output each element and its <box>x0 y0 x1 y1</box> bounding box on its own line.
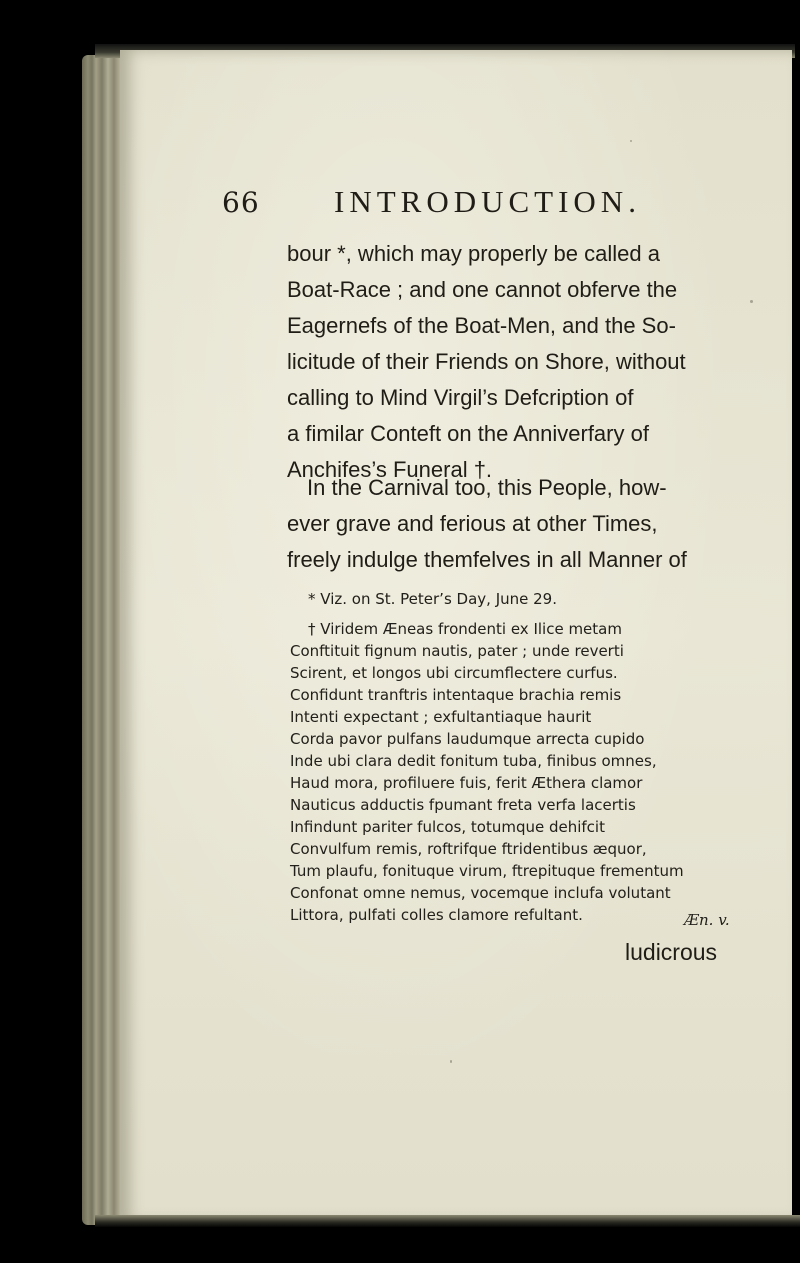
footnote-line: † Viridem Æneas frondenti ex Ilice metam <box>308 620 622 638</box>
footnote-line: Convulfum remis, roftrifque ftridentibus æquor, <box>290 840 647 858</box>
text-line: a fimilar Conteft on the Anniverfary of <box>287 421 649 446</box>
footnote-line: Corda pavor pulfans laudumque arrecta cupido <box>290 730 645 748</box>
text-line: bour *, which may properly be called a <box>287 241 660 266</box>
footnote-line: Confidunt tranftris intentaque brachia remis <box>290 686 622 704</box>
footnote-line: * Viz. on St. Peter’s Day, June 29. <box>308 590 557 608</box>
footnote-line: Confonat omne nemus, vocemque inclufa volutant <box>290 884 671 902</box>
footnote-star <box>290 588 750 610</box>
text-line: calling to Mind Virgil’s Defcription of <box>287 385 634 410</box>
paragraph-2 <box>287 470 767 578</box>
running-head-title: INTRODUCTION. <box>334 184 641 219</box>
footnote-line: Scirent, et longos ubi circumflectere curfus. <box>290 664 618 682</box>
paper-speck <box>450 1060 452 1063</box>
footnote-line: Nauticus adductis fpumant freta verfa lacertis <box>290 796 636 814</box>
text-line: In the Carnival too, this People, how- <box>307 475 667 500</box>
paragraph-1 <box>287 236 747 488</box>
text-line: Boat-Race ; and one cannot obferve the <box>287 277 678 302</box>
paper-speck <box>630 140 632 142</box>
paper-speck <box>750 300 753 303</box>
catchword: ludicrous <box>625 939 718 965</box>
text-line: licitude of their Friends on Shore, without <box>287 349 686 374</box>
text-line: freely indulge themfelves in all Manner of <box>287 547 687 572</box>
text-line: Anchifes’s Funeral †. <box>287 457 493 482</box>
footnote-dagger <box>290 618 750 926</box>
footnote-line: Intenti expectant ; exfultantiaque haurit <box>290 708 592 726</box>
running-head <box>222 186 762 230</box>
text-line: ever grave and ferious at other Times, <box>287 511 658 536</box>
page-number: 66 <box>222 186 260 219</box>
footnote-line: Haud mora, profiluere fuis, ferit Æthera clamor <box>290 774 643 792</box>
footnote-attribution: Æn. v. <box>684 911 730 929</box>
footnote-line: Infindunt pariter fulcos, totumque dehifcit <box>290 818 605 836</box>
footnote-line: Inde ubi clara dedit fonitum tuba, finibus omnes, <box>290 752 657 770</box>
footnote-line: Conftituit fignum nautis, pater ; unde reverti <box>290 642 624 660</box>
footnote-line: Littora, pulfati colles clamore refultant. <box>290 906 583 924</box>
text-line: Eagernefs of the Boat-Men, and the So- <box>287 313 676 338</box>
page-bottom-shadow <box>95 1215 800 1227</box>
footnote-line: Tum plaufu, fonituque virum, ftrepituque frementum <box>290 862 684 880</box>
